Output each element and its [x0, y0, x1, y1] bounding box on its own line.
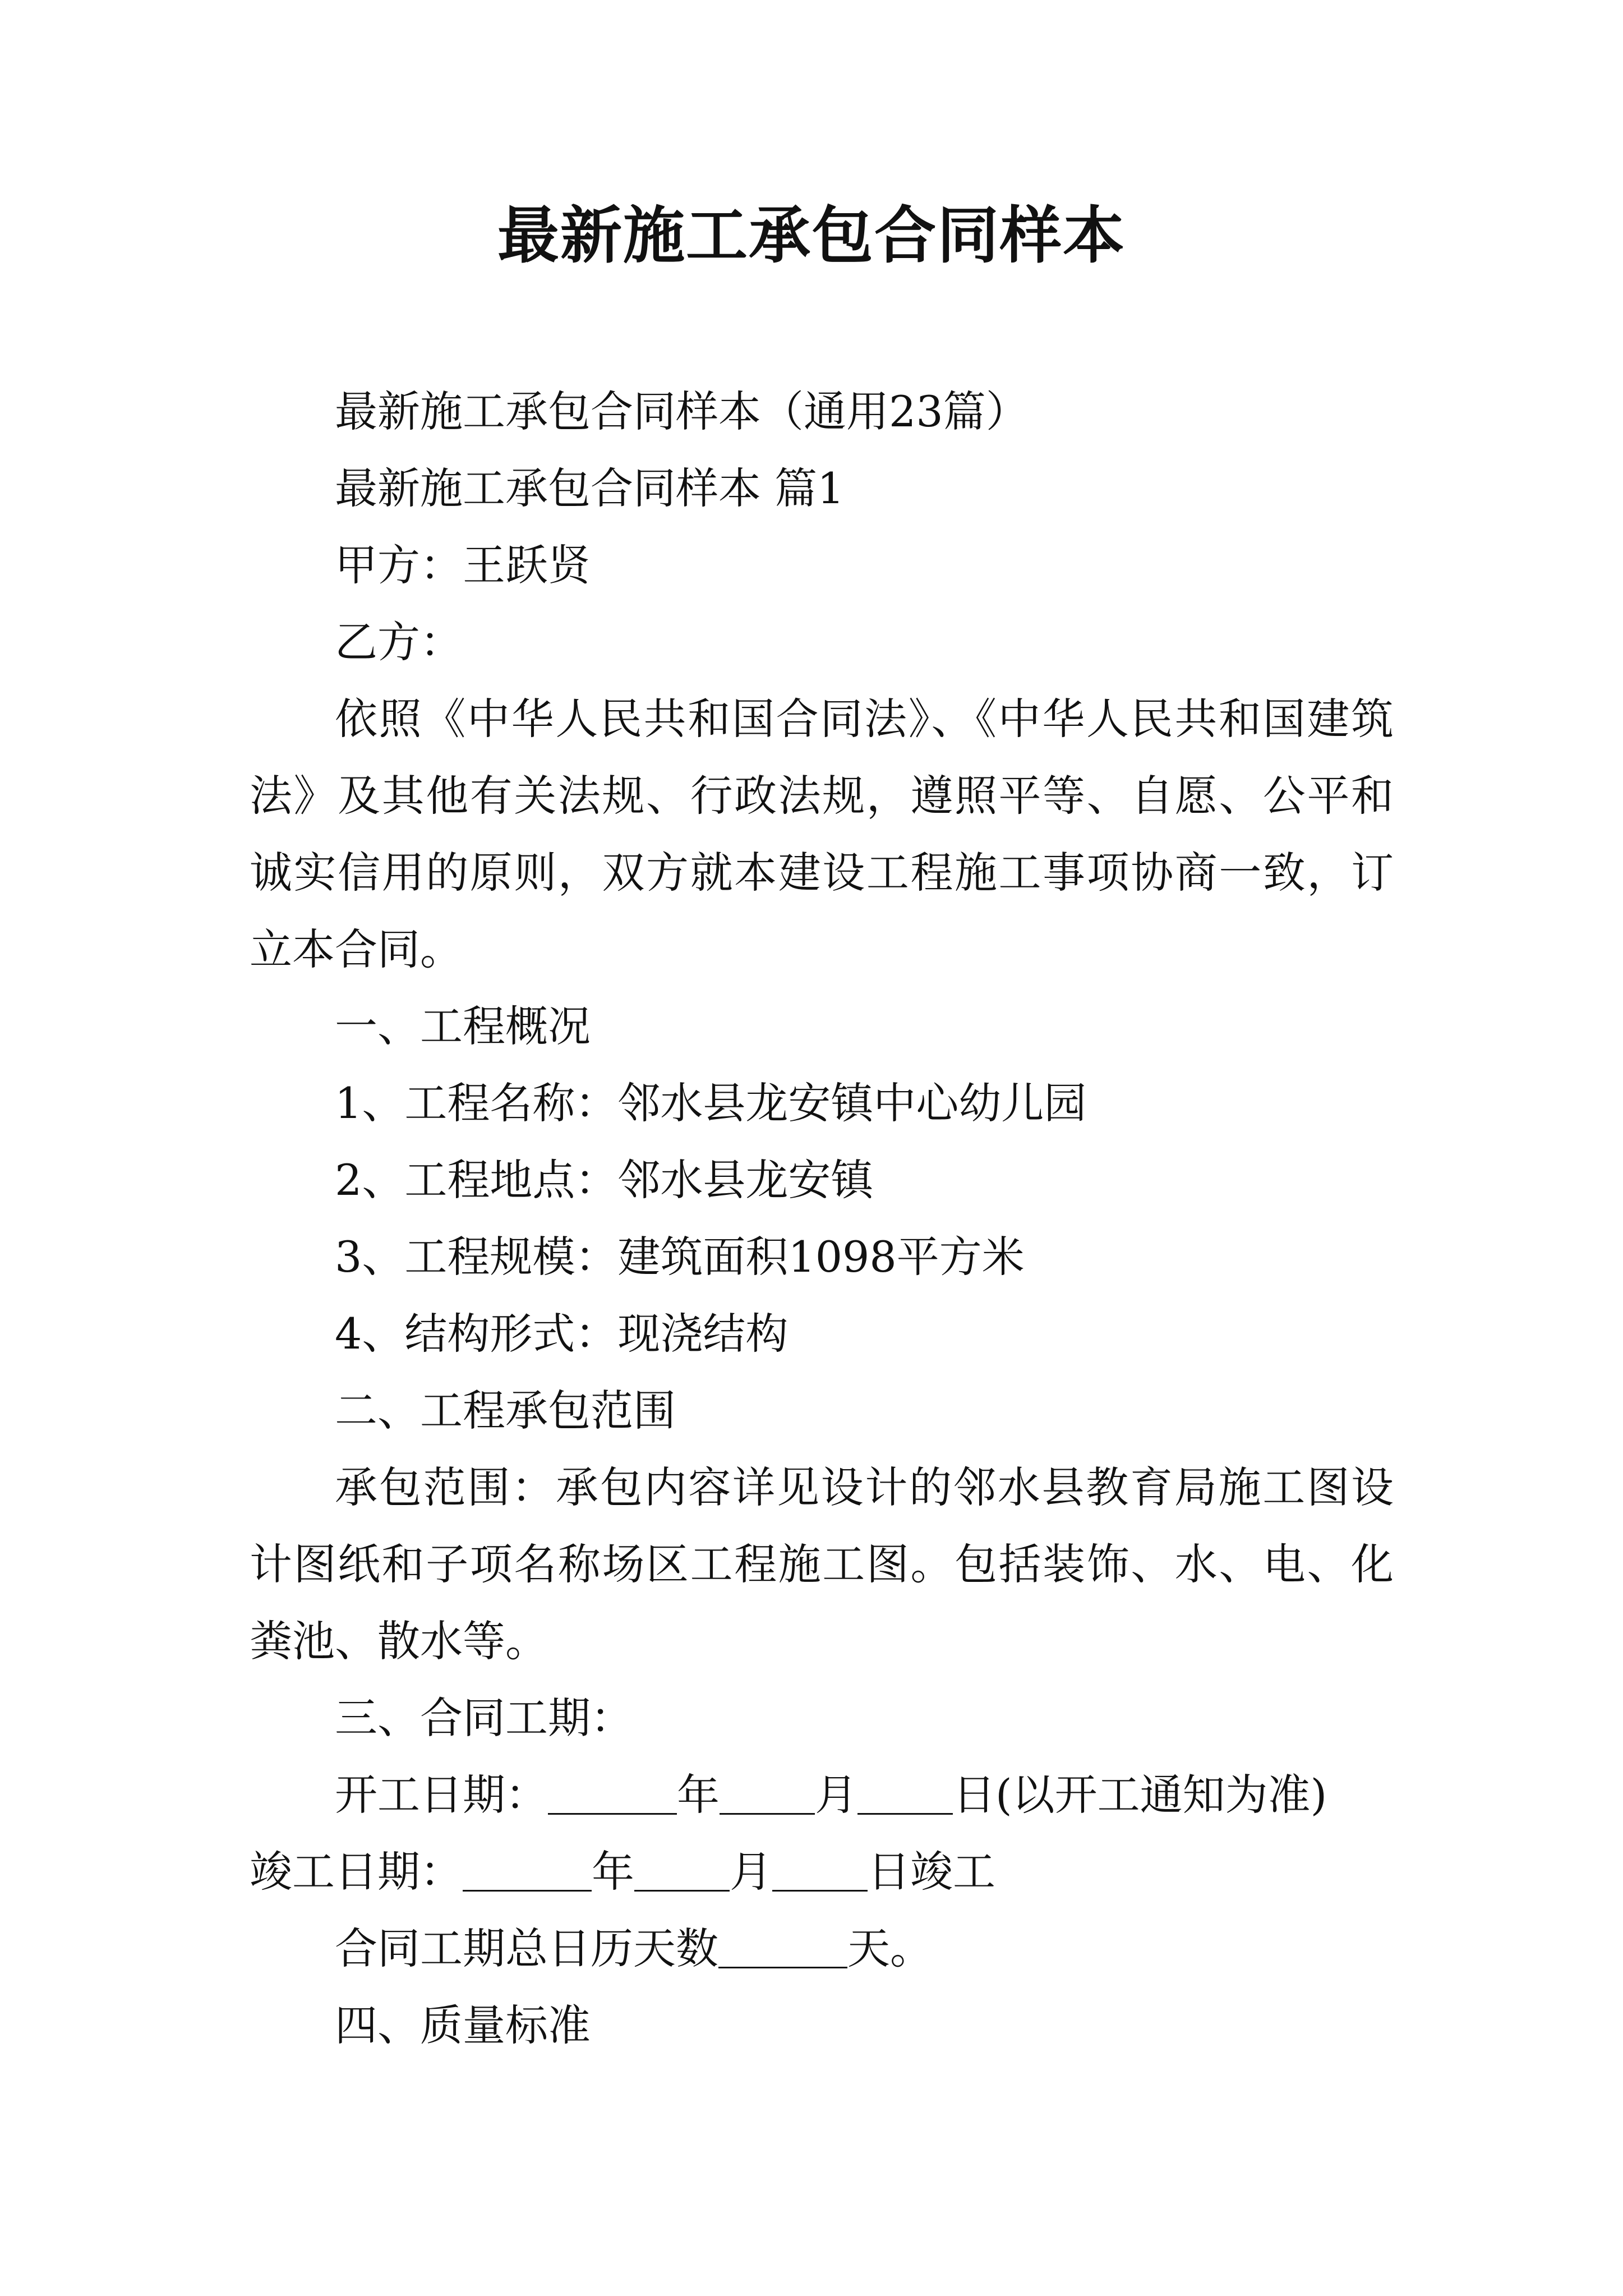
month-label: 月 — [815, 1770, 857, 1820]
document-body — [250, 373, 1394, 2064]
total-days-line — [250, 1910, 1394, 1987]
month-label: 月 — [730, 1847, 772, 1897]
section-2-text: 承包范围：承包内容详见设计的邻水县教育局施工图设计图纸和子项名称场区工程施工图。包括装饰、水、电、化粪池、散水等。 — [250, 1462, 1394, 1666]
end-suffix: 竣工 — [910, 1847, 995, 1897]
total-days-label: 合同工期总日历天数 — [335, 1924, 718, 1973]
section-3-heading: 三、合同工期： — [335, 1693, 633, 1743]
subtitle: 最新施工承包合同样本（通用23篇） — [335, 386, 1029, 436]
section-1-item: 4、结构形式：现浇结构 — [335, 1309, 789, 1359]
intro-paragraph: 依照《中华人民共和国合同法》、《中华人民共和国建筑法》及其他有关法规、行政法规，遵照平等、自愿、公平和诚实信用的原则，双方就本建设工程施工事项协商一致，订立本合同。 — [250, 694, 1394, 974]
day-label: 日 — [953, 1770, 995, 1820]
section-4-heading: 四、质量标准 — [335, 2000, 591, 2050]
day-blank — [772, 1849, 868, 1892]
year-blank — [548, 1773, 677, 1815]
section-1-item: 3、工程规模：建筑面积1098平方米 — [335, 1232, 1025, 1282]
day-label: 日 — [868, 1847, 910, 1897]
year-label: 年 — [677, 1770, 720, 1820]
month-blank — [634, 1849, 730, 1892]
section-1-item: 2、工程地点：邻水县龙安镇 — [335, 1155, 874, 1205]
part-heading: 最新施工承包合同样本 篇1 — [335, 463, 845, 513]
days-blank — [718, 1926, 847, 1968]
party-b: 乙方： — [335, 617, 463, 667]
end-date-label: 竣工日期： — [250, 1847, 463, 1897]
month-blank — [720, 1773, 815, 1815]
year-label: 年 — [592, 1847, 634, 1897]
start-date-label: 开工日期： — [335, 1770, 548, 1820]
document-title: 最新施工承包合同样本 — [497, 199, 1126, 272]
year-blank — [463, 1849, 592, 1892]
end-date-line — [250, 1833, 1394, 1910]
start-date-line — [250, 1756, 1394, 1833]
party-a: 甲方：王跃贤 — [335, 540, 591, 590]
total-days-suffix: 天。 — [847, 1924, 933, 1973]
start-note: (以开工通知为准) — [995, 1770, 1327, 1820]
section-1-item: 1、工程名称：邻水县龙安镇中心幼儿园 — [335, 1078, 1087, 1128]
section-1-heading: 一、工程概况 — [335, 1001, 591, 1051]
section-2-heading: 二、工程承包范围 — [335, 1386, 676, 1435]
day-blank — [857, 1773, 953, 1815]
